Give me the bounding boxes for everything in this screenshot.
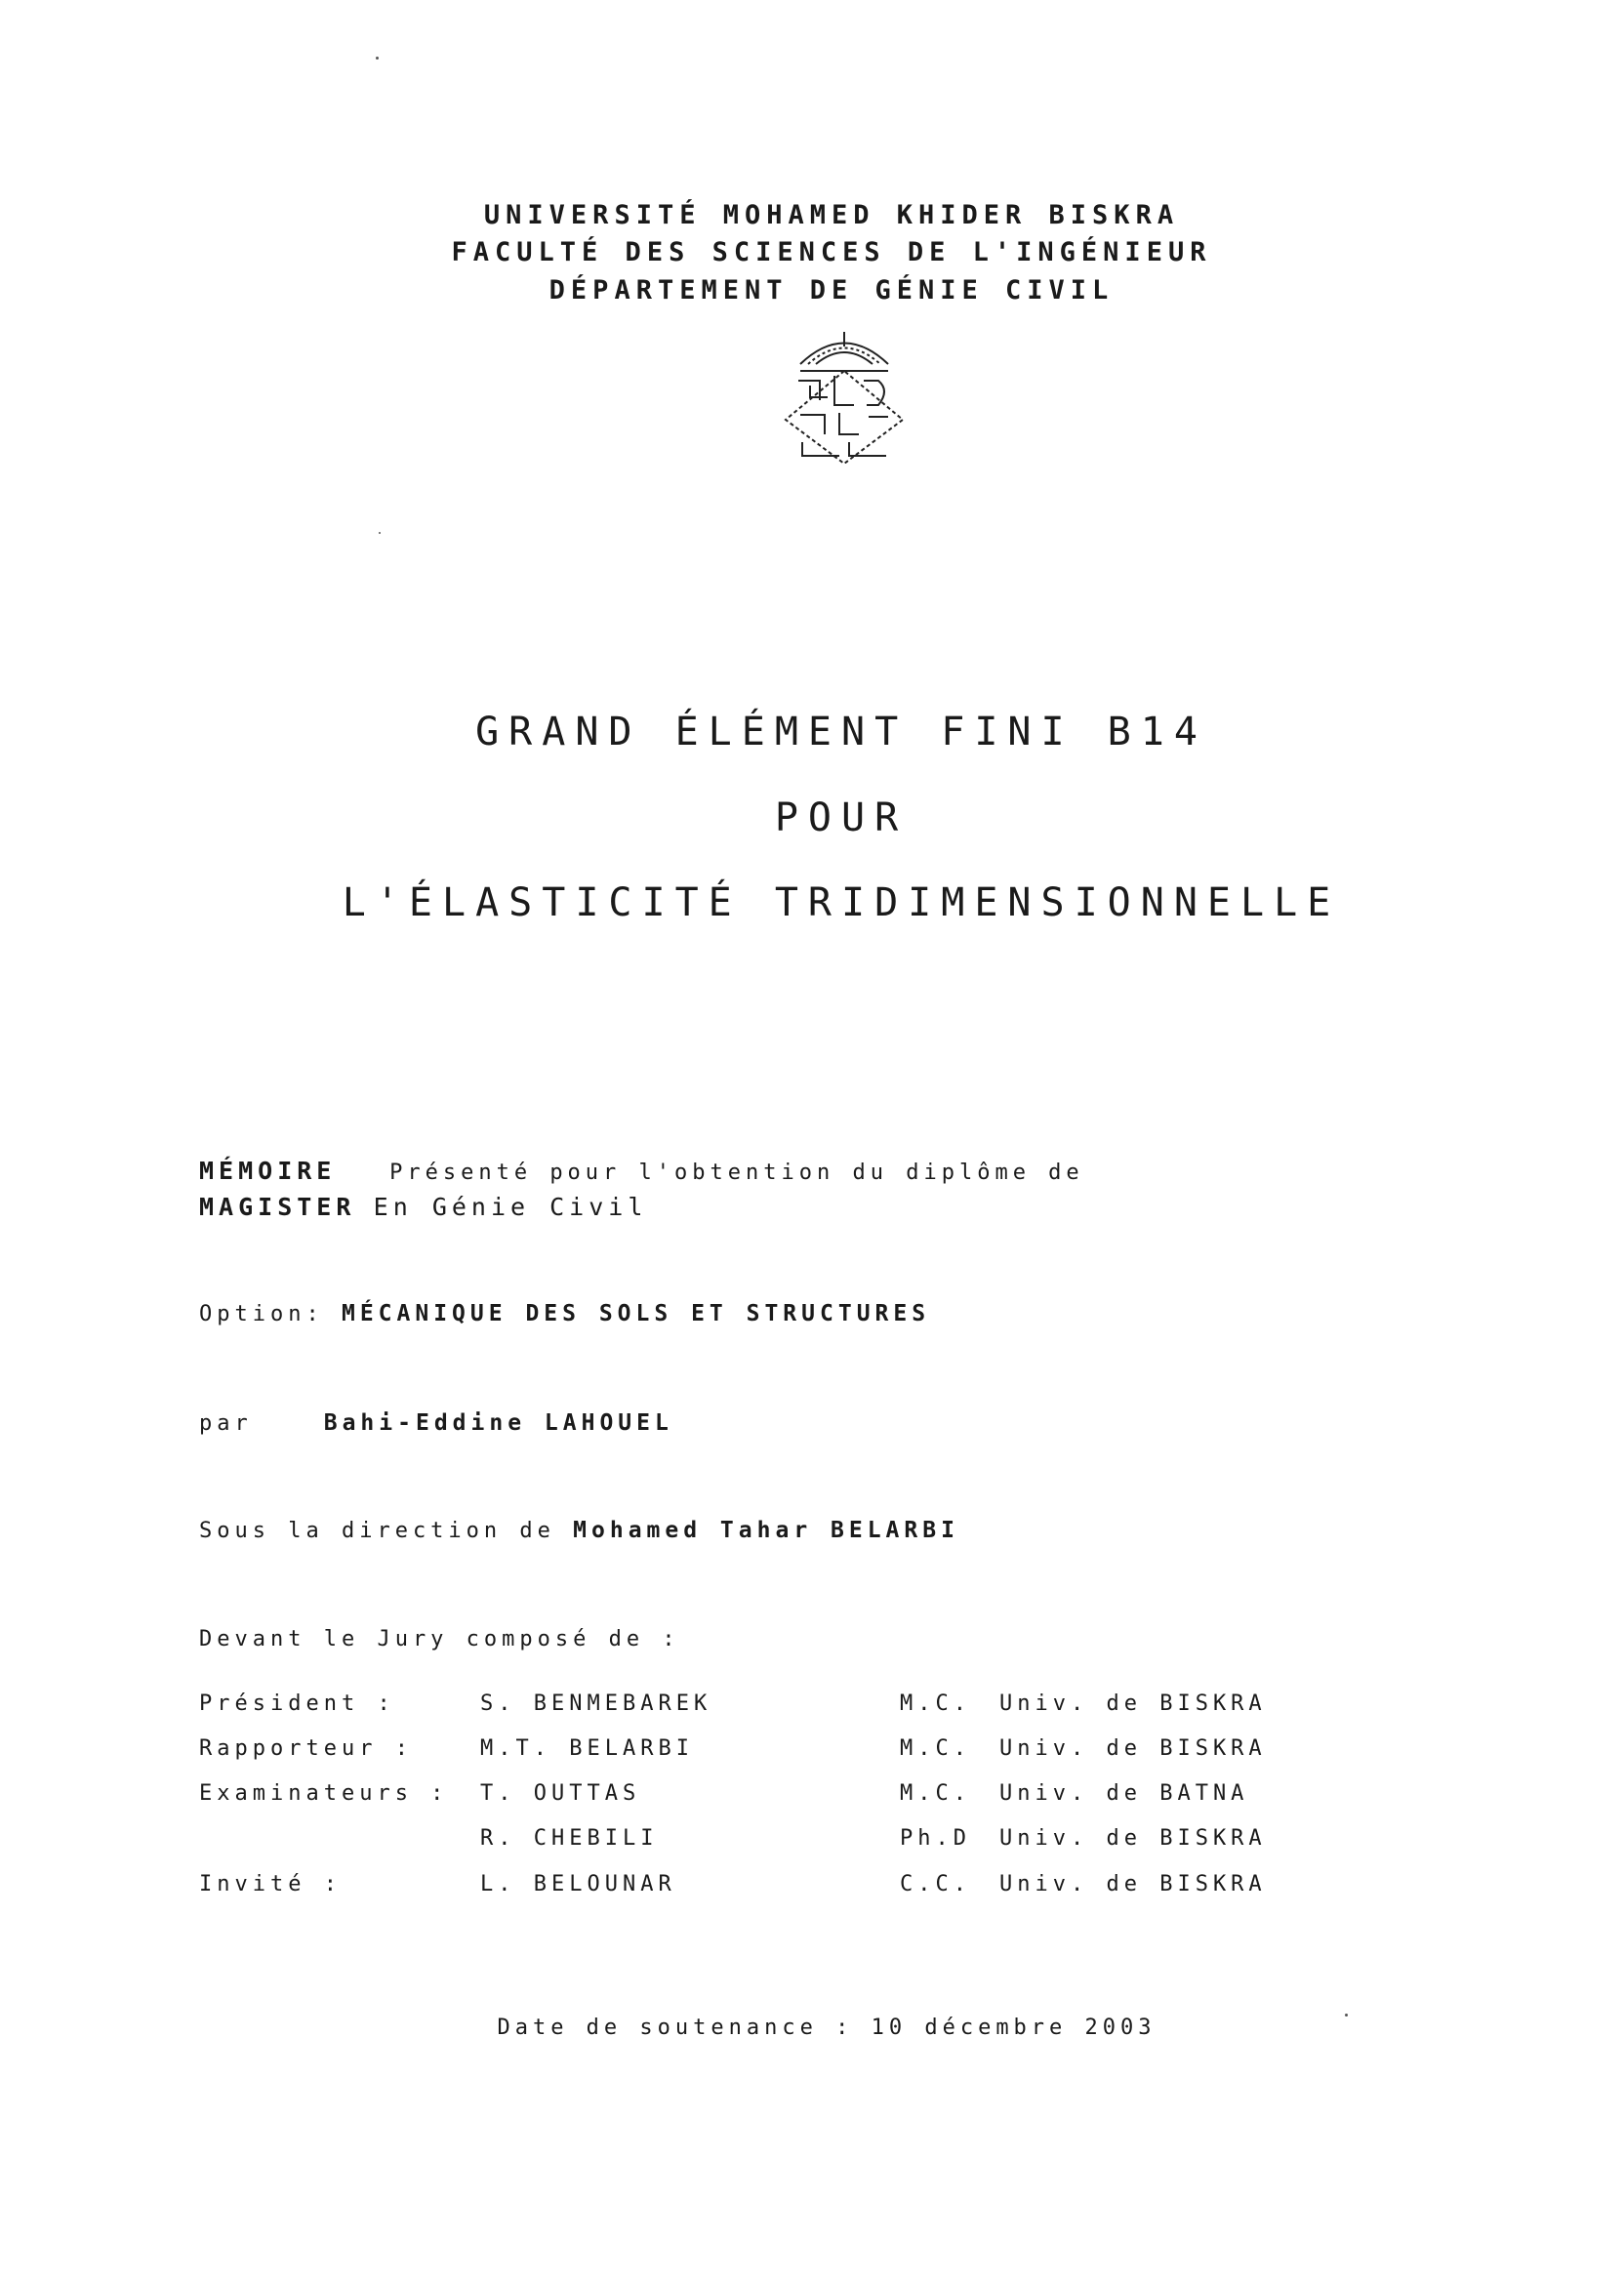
scan-speck — [1345, 2014, 1348, 2017]
jury-role: Invité : — [199, 1872, 342, 1896]
jury-univ: Univ. de BISKRA — [999, 1872, 1267, 1896]
option-line — [199, 1301, 930, 1326]
jury-row — [0, 1691, 1624, 1721]
jury-name: T. OUTTAS — [480, 1781, 641, 1806]
jury-row — [0, 1736, 1624, 1766]
jury-name: S. BENMEBAREK — [480, 1691, 712, 1716]
jury-role: Rapporteur : — [199, 1736, 413, 1761]
jury-intro: Devant le Jury composé de : — [199, 1627, 680, 1651]
thesis-title-line-2: POUR — [774, 795, 909, 840]
jury-row — [0, 1781, 1624, 1811]
jury-univ: Univ. de BISKRA — [999, 1691, 1267, 1716]
jury-grade: C.C. — [900, 1872, 971, 1896]
jury-role: Président : — [199, 1691, 395, 1716]
jury-grade: M.C. — [900, 1781, 971, 1806]
thesis-title-line-1: GRAND ÉLÉMENT FINI B14 — [475, 710, 1207, 754]
degree-label: MAGISTER — [199, 1193, 356, 1221]
option-label: Option: — [199, 1302, 324, 1326]
jury-univ: Univ. de BISKRA — [999, 1736, 1267, 1761]
memoire-line — [199, 1157, 1084, 1185]
supervisor-label: Sous la direction de — [199, 1519, 555, 1543]
supervisor-name: Mohamed Tahar BELARBI — [573, 1518, 959, 1543]
degree-field: En Génie Civil — [373, 1193, 648, 1221]
supervisor-line — [199, 1518, 959, 1543]
defense-date: Date de soutenance : 10 décembre 2003 — [497, 2016, 1157, 2040]
jury-grade: M.C. — [900, 1736, 971, 1761]
author-name: Bahi-Eddine LAHOUEL — [323, 1410, 673, 1436]
jury-univ: Univ. de BATNA — [999, 1781, 1249, 1806]
university-name: UNIVERSITÉ MOHAMED KHIDER BISKRA — [483, 200, 1180, 230]
scan-speck — [379, 532, 381, 534]
jury-name: M.T. BELARBI — [480, 1736, 694, 1761]
jury-name: L. BELOUNAR — [480, 1872, 676, 1896]
memoire-label: MÉMOIRE — [199, 1157, 337, 1185]
jury-role: Examinateurs : — [199, 1781, 449, 1806]
jury-row — [0, 1872, 1624, 1901]
scan-speck — [376, 57, 379, 60]
department-name: DÉPARTEMENT DE GÉNIE CIVIL — [548, 275, 1115, 306]
degree-line — [199, 1193, 647, 1221]
university-emblem-icon — [781, 327, 908, 464]
thesis-title-line-3: L'ÉLASTICITÉ TRIDIMENSIONNELLE — [342, 880, 1341, 925]
author-line — [199, 1410, 673, 1436]
author-label: par — [199, 1411, 253, 1436]
jury-grade: Ph.D — [900, 1826, 971, 1851]
jury-grade: M.C. — [900, 1691, 971, 1716]
faculty-name: FACULTÉ DES SCIENCES DE L'INGÉNIEUR — [451, 237, 1212, 267]
option-value: MÉCANIQUE DES SOLS ET STRUCTURES — [341, 1301, 931, 1326]
memoire-text: Présenté pour l'obtention du diplôme de — [389, 1161, 1084, 1185]
jury-univ: Univ. de BISKRA — [999, 1826, 1267, 1851]
jury-row — [0, 1826, 1624, 1855]
jury-name: R. CHEBILI — [480, 1826, 659, 1851]
